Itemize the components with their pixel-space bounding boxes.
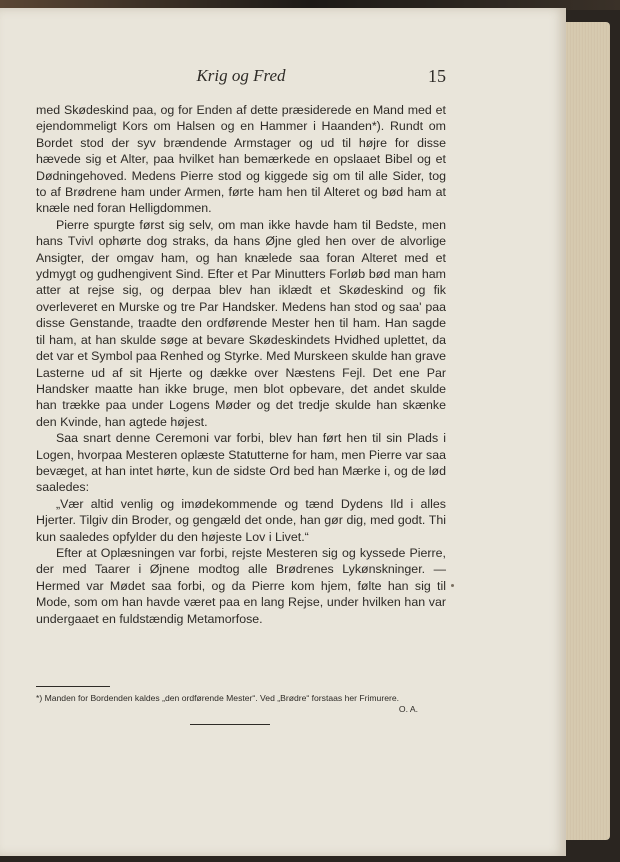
- paragraph: med Skødeskind paa, og for Enden af dette præsiderede en Mand med et ejendommeligt Kors om Halsen og en Hammer i Haanden*). Rundt om Bordet stod der syv brændende Armstager og ud til højre for disse hævede sig et Alter, paa hvilket han bemærkede en opslaaet Bibel og et Dødningehoved. Medens Pierre stod og kiggede sig om til alle Sider, tog to af Brødrene ham under Armen, førte ham hen til Alteret og bød ham at knæle ned foran Helligdommen.: [36, 103, 446, 216]
- footnote-rule: [36, 686, 110, 687]
- footnote-text: *) Manden for Bordenden kaldes „den ordførende Mester“. Ved „Brødre“ forstaas her Frimurere.: [36, 693, 400, 703]
- paragraph: Efter at Oplæsningen var forbi, rejste Mesteren sig og kyssede Pierre, der med Taarer i Øjnene modtog alle Brødrenes Lykønskninger. — Hermed var Mødet saa forbi, og da Pierre kom hjem, følte han sig til Mode, som om han havde været paa en lang Rejse, under hvilken han var undergaaet en fuldstændig Metamorfose.: [36, 545, 446, 626]
- page-number: 15: [428, 66, 446, 86]
- end-rule: [190, 724, 270, 725]
- running-title: Krig og Fred: [196, 66, 286, 85]
- paper-speck: [451, 584, 454, 587]
- body-text: [36, 102, 446, 627]
- footnote: [36, 693, 446, 714]
- paragraph: Saa snart denne Ceremoni var forbi, blev han ført hen til sin Plads i Logen, hvorpaa Mesteren oplæste Statutterne for ham, men Pierre var saa bevæget, at han intet hørte, kun de sidste Ord bed han Mærke i, og de lød saaledes:: [36, 431, 446, 495]
- quotation: „Vær altid venlig og imødekommende og tænd Dydens Ild i alles Hjerter. Tilgiv din Broder, og gengæld det onde, han gør dig, med godt. Thi kun saaledes opfylder du den højeste Lov i Livet.“: [36, 496, 446, 544]
- paragraph: Pierre spurgte først sig selv, om man ikke havde ham til Bedste, men hans Tvivl ophørte dog straks, da hans Øjne gled hen over de alvorlige Ansigter, der omgav ham, og han knælede saa foran Alteret med et ydmygt og gudhengivent Sind. Efter et Par Minutters Forløb bød man ham atter at rejse sig, og derpaa blev han iklædt et Skødeskind og fik overleveret en Murske og tre Par Handsker. Medens han stod og saa' paa disse Genstande, traadte den ordførende Mester hen til ham. Han sagde til ham, at han skulde søge at bevare Skødeskindets Hvidhed uplettet, da det var et Symbol paa Renhed og Styrke. Med Murskeen skulde han grave Lasterne ud af sit Hjerte og dække over Næstens Fejl. Det ene Par Handsker maatte han ikke bruge, men blot opbevare, det andet skulde han trække paa under Logens Møder og det tredje skulde han skænke den Kvinde, han agtede højest.: [36, 217, 446, 429]
- footnote-signature: O. A.: [398, 704, 418, 714]
- page-edges: [564, 22, 610, 840]
- page-header: [36, 66, 446, 88]
